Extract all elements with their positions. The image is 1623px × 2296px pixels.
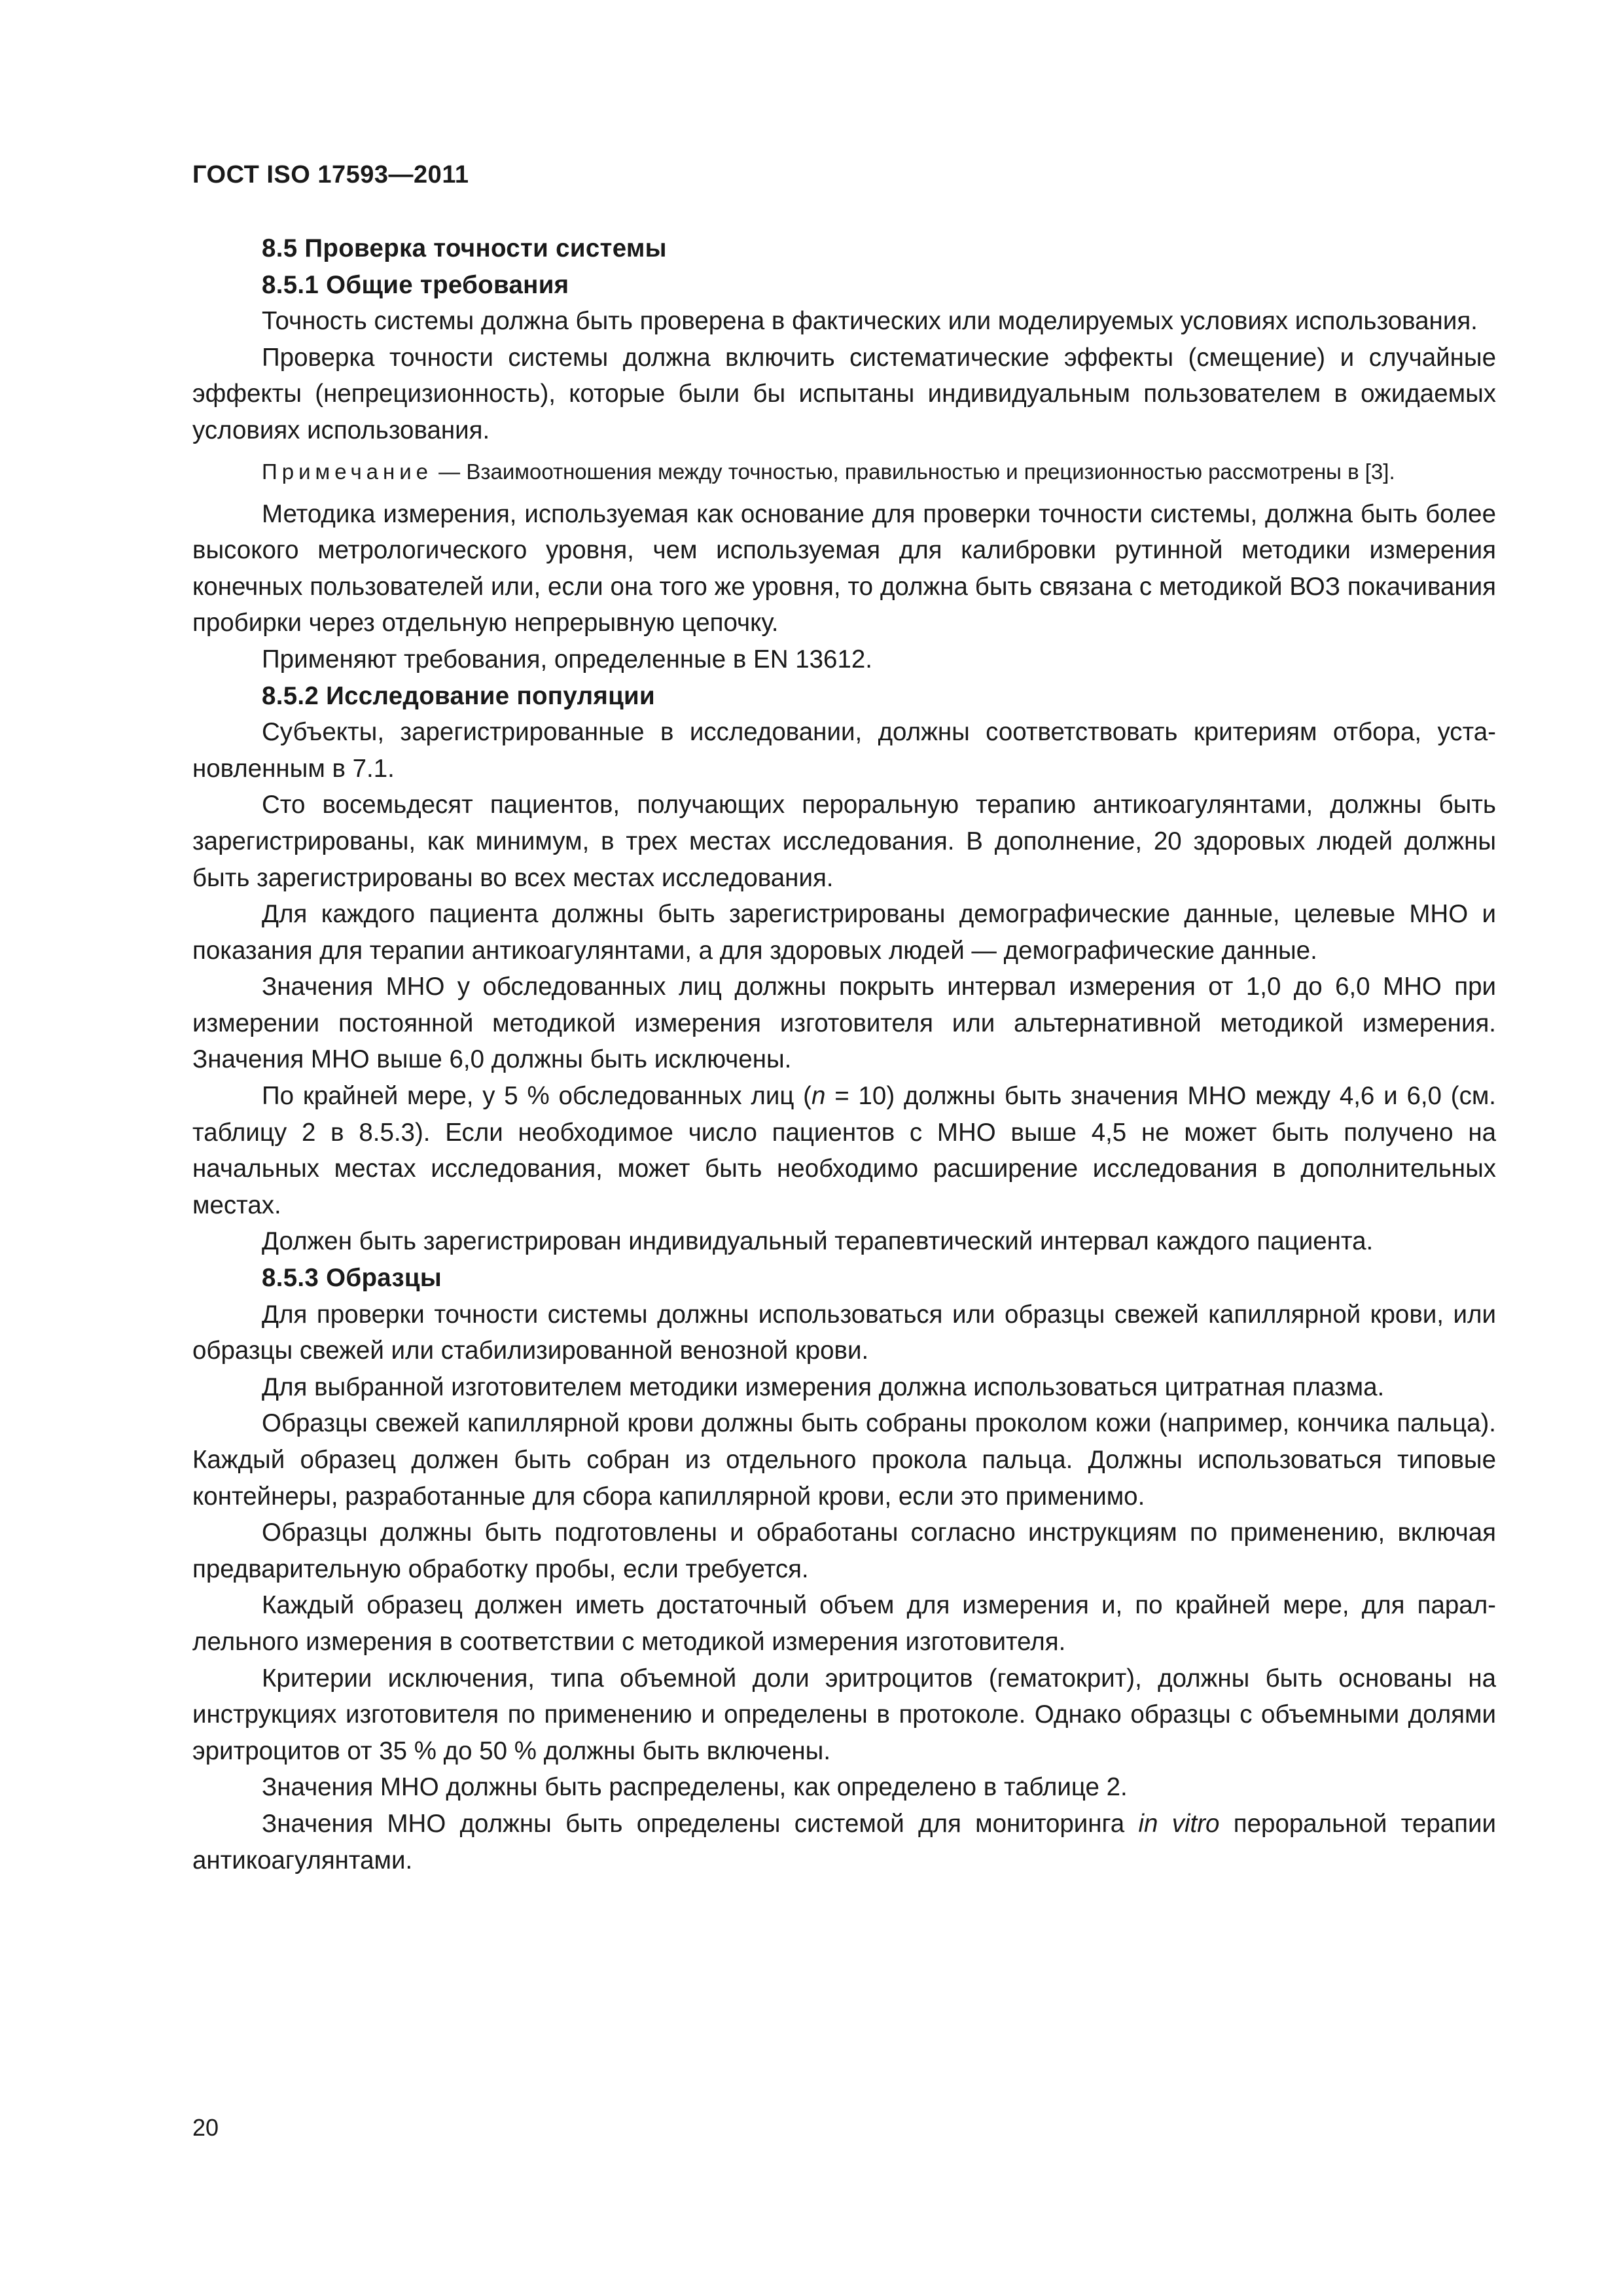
paragraph: Методика измерения, используемая как основание для проверки точности системы, должна быть более высокого метрологического уровня, чем используемая для калибровки рутинной методики измерения конечных пользователей или, если она того же уровня, то должна быть связана с методикой ВОЗ покачивания пробирки через отдельную непрерывную цепочку. [192, 499, 1496, 637]
text-run: пероральной терапии антикоагулянтами. [192, 1809, 1496, 1874]
section-8-5-3-heading: 8.5.3 Образцы [262, 1264, 442, 1293]
paragraph: Для каждого пациента должны быть зарегистрированы демографические данные, целевые МНО и показания для терапии антикоагулянтами, а для здоровых людей — демографические данные. [192, 900, 1496, 965]
italic-variable: n [812, 1082, 826, 1111]
paragraph: Проверка точности системы должна включить систематические эффекты (смещение) и случайные эффекты (непрецизионность), которые были бы испытаны индивидуальным пользователем в ожидаемых условиях использования. [192, 343, 1496, 444]
paragraph: Критерии исключения, типа объемной доли эритроцитов (гематокрит), должны быть основаны на инструкциях изготовителя по применению и определены в протоколе. Однако образцы с объемными долями эритроцитов от 35 % до 50 % должны быть включены. [192, 1664, 1496, 1765]
paragraph: Применяют требования, определенные в EN 13612. [262, 645, 872, 673]
paragraph: Каждый образец должен иметь достаточный объем для измерения и, по крайней мере, для параллельного измерения в соответствии с методикой измерения изготовителя. [192, 1591, 1496, 1656]
text-run: = 10) должны быть значения МНО между 4,6 и 6,0 (см. таблицу 2 в 8.5.3). Если необходимое число пациентов с МНО выше 4,5 не может быть получено на начальных местах исследования, может быть необходимо расширение исследования в дополнительных местах. [192, 1082, 1496, 1219]
section-8-5-2-heading: 8.5.2 Исследование популяции [262, 681, 655, 710]
paragraph: Для проверки точности системы должны использоваться или образцы свежей капиллярной крови, или образцы свежей или стабилизированной венозной крови. [192, 1300, 1496, 1365]
paragraph: Субъекты, зарегистрированные в исследовании, должны соответствовать критериям отбора, установленным в 7.1. [192, 718, 1496, 783]
note-label: Примечание [262, 459, 433, 484]
paragraph: Образцы свежей капиллярной крови должны быть собраны проколом кожи (например, кончика пальца). Каждый образец должен быть собран из отдельного прокола пальца. Должны использоваться типовые контейнеры, разработанные для сбора капиллярной крови, если это применимо. [192, 1409, 1496, 1511]
paragraph: Должен быть зарегистрирован индивидуальный терапевтический интервал каждого пациента. [262, 1227, 1374, 1256]
document-body [192, 230, 1496, 1878]
standard-header: ГОСТ ISO 17593—2011 [192, 161, 469, 188]
paragraph: Точность системы должна быть проверена в фактических или моделируемых условиях использования. [262, 307, 1478, 336]
paragraph: Образцы должны быть подготовлены и обработаны согласно инструкциям по применению, включая предварительную обработку пробы, если требуется. [192, 1518, 1496, 1583]
paragraph [192, 1078, 1496, 1223]
paragraph: Для выбранной изготовителем методики измерения должна использоваться цитратная плазма. [262, 1372, 1385, 1401]
page-number: 20 [192, 2114, 219, 2141]
section-8-5-heading: 8.5 Проверка точности системы [262, 234, 667, 262]
paragraph: Значения МНО должны быть распределены, как определено в таблице 2. [262, 1773, 1128, 1802]
text-run: Значения МНО должны быть определены системой для мониторинга [262, 1809, 1139, 1838]
paragraph: Сто восемьдесят пациентов, получающих пероральную терапию антикоагулянтами, должны быть зарегистрированы, как минимум, в трех местах исследования. В дополнение, 20 здоровых людей должны быть зарегистрированы во всех местах исследования. [192, 791, 1496, 892]
paragraph: Значения МНО у обследованных лиц должны покрыть интервал измерения от 1,0 до 6,0 МНО при измерении постоянной методикой измерения изготовителя или альтернативной методикой измерения. Значения МНО выше 6,0 должны быть исключены. [192, 973, 1496, 1074]
paragraph [192, 1806, 1496, 1878]
note-text: — Взаимоотношения между точностью, правильностью и прецизионностью рассмотрены в [3]. [433, 459, 1395, 484]
section-8-5-1-heading: 8.5.1 Общие требования [262, 270, 569, 299]
text-run: По крайней мере, у 5 % обследованных лиц ( [262, 1082, 812, 1111]
note [192, 456, 1496, 488]
italic-term: in vitro [1138, 1809, 1220, 1838]
